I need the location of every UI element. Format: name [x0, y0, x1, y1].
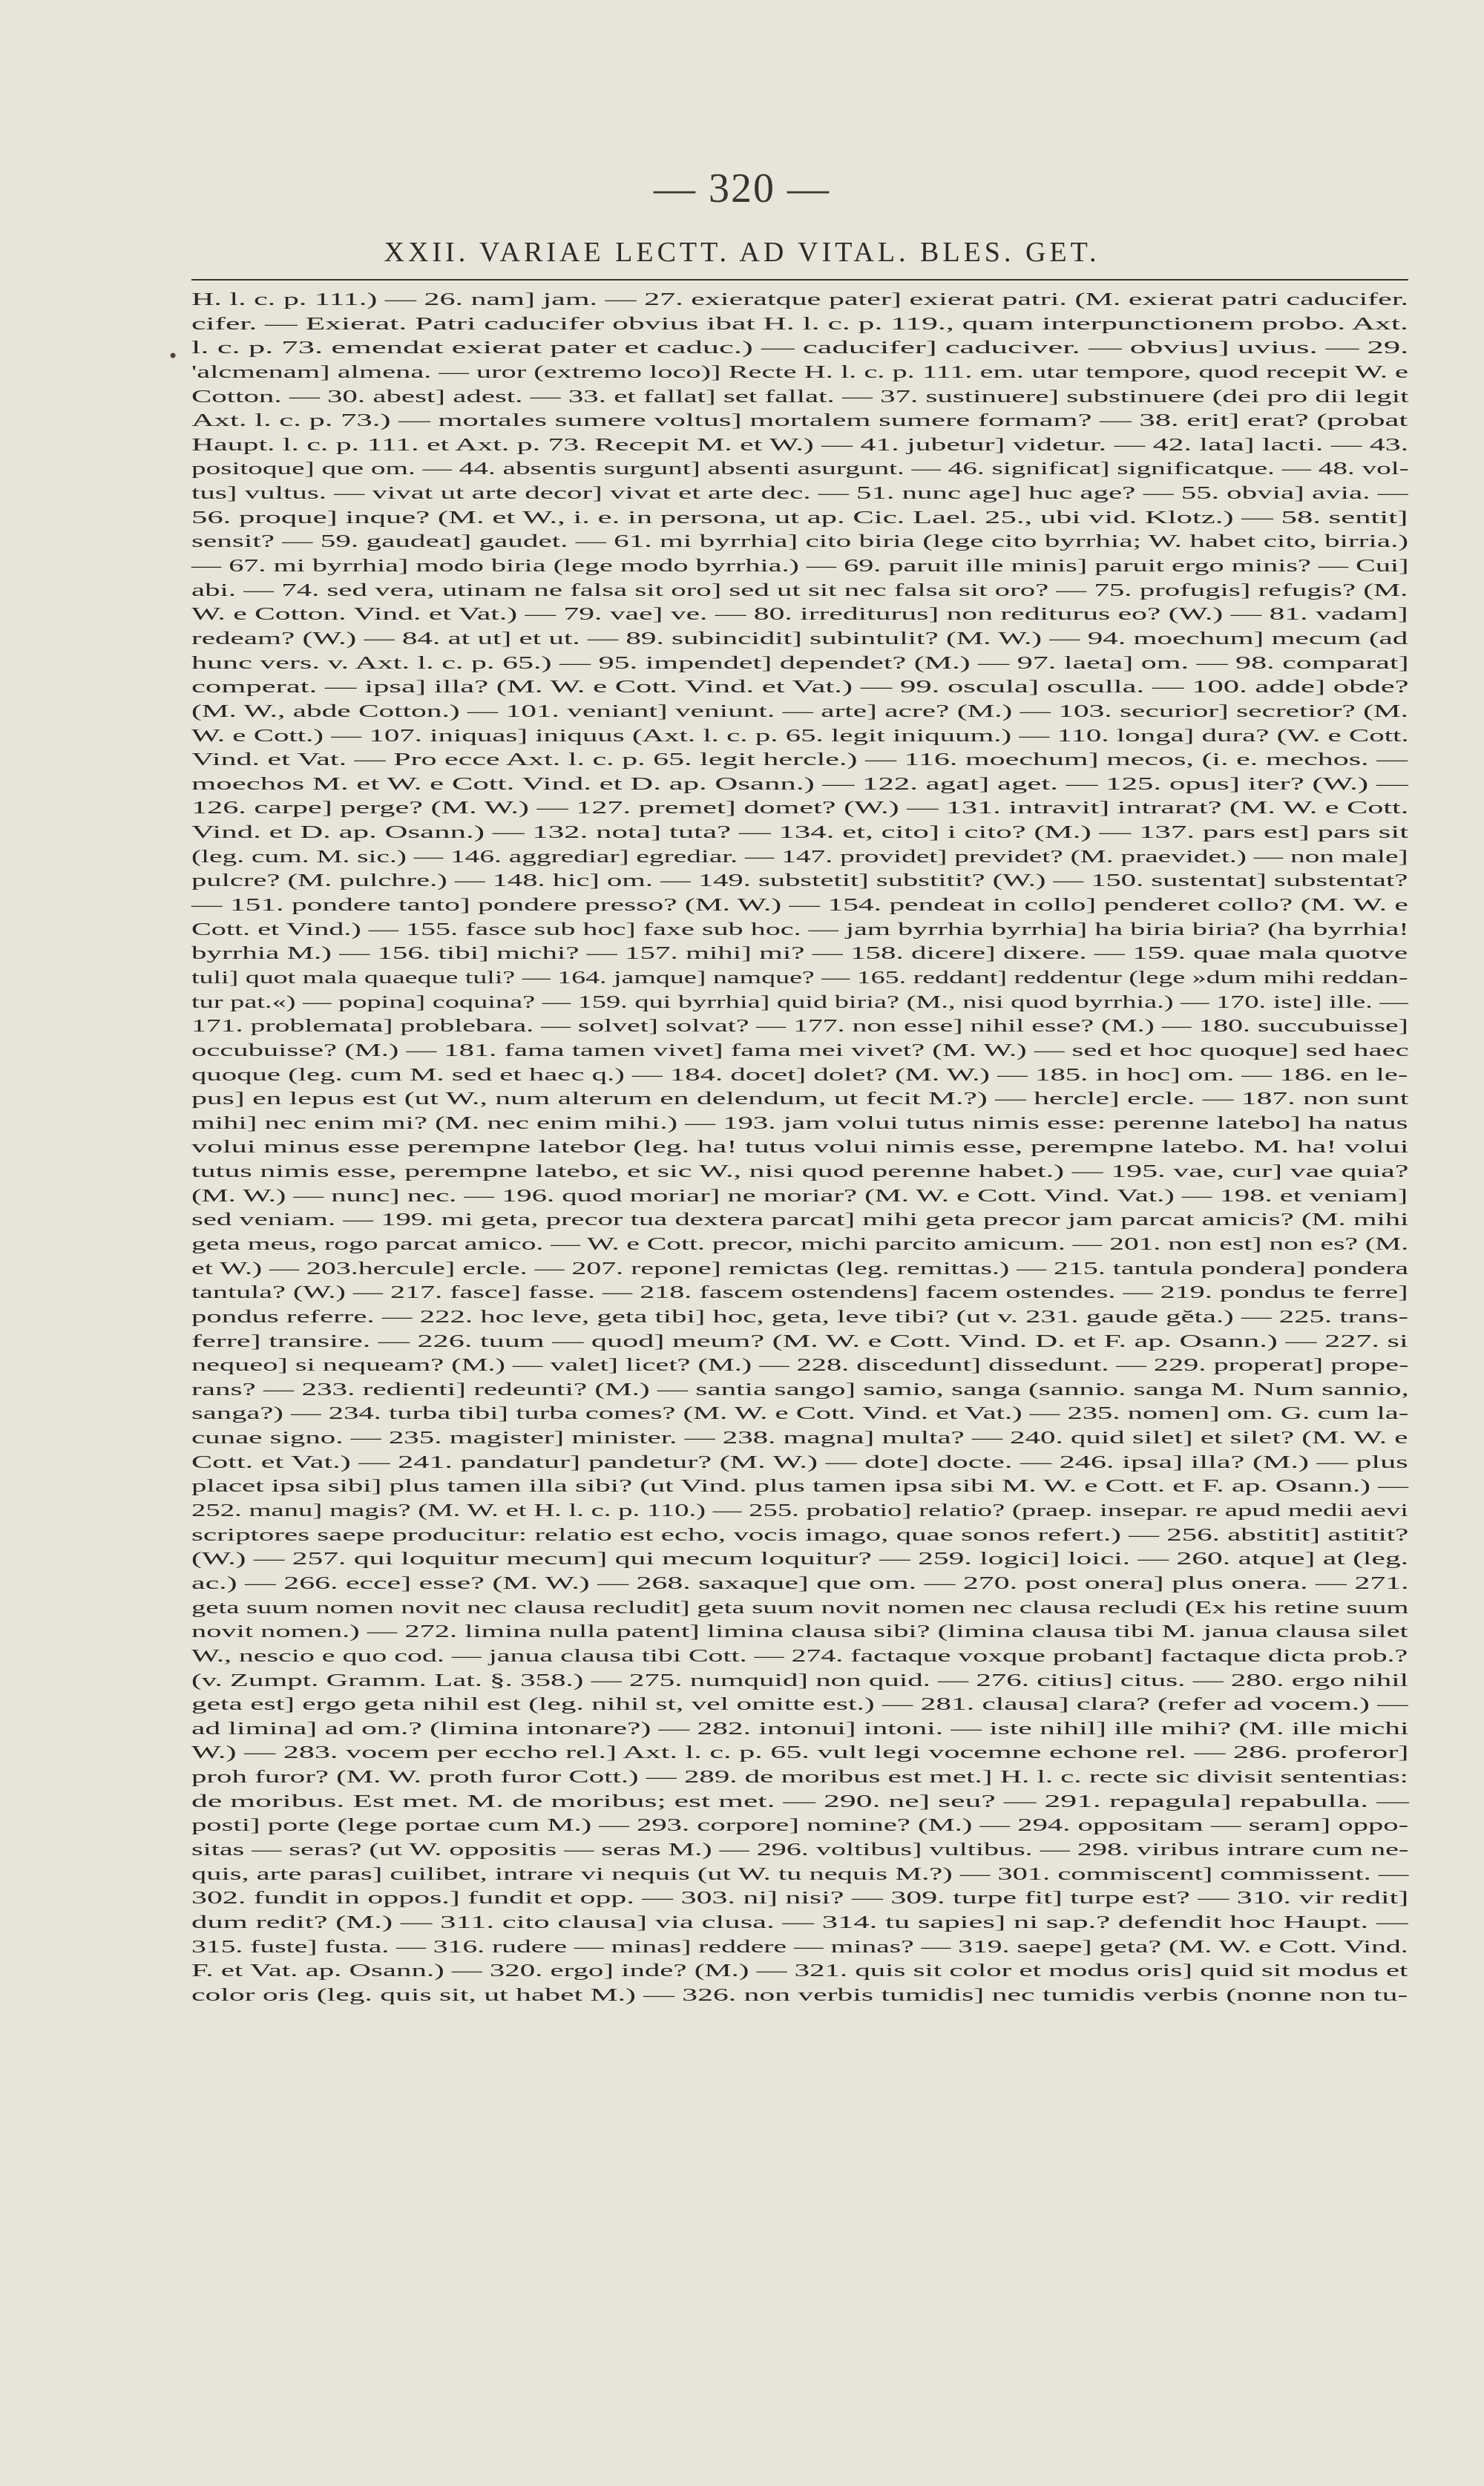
text-line: proh furor? (M. W. proth furor Cott.) — 289. de moribus est met.] H. l. c. recte sic divisit sententias: [191, 1767, 1408, 1788]
text-line: ferre] transire. — 226. tuum — quod] meum? (M. W. e Cott. Vind. D. et F. ap. Osann.) — 227. si [191, 1331, 1408, 1351]
text-line: sed veniam. — 199. mi geta, precor tua dextera parcat] mihi geta precor jam parcat amicis? (M. mihi [191, 1210, 1409, 1230]
text-line: positoque] que om. — 44. absentis surgunt] absenti asurgunt. — 46. significat] significatque. — 48. vol- [191, 459, 1409, 479]
text-line: rans? — 233. redienti] redeunti? (M.) — santia sango] samio, sanga (sannio. sanga M. Num sannio, [191, 1379, 1409, 1400]
text-line: geta est] ergo geta nihil est (leg. nihil st, vel omitte est.) — 281. clausa] clara? (refer ad vocem.) — [191, 1694, 1408, 1715]
margin-mark: • [168, 346, 179, 367]
text-line: geta meus, rogo parcat amico. — W. e Cott. precor, michi parcito amicum. — 201. non est] non es? (M. [191, 1233, 1409, 1254]
text-line: F. et Vat. ap. Osann.) — 320. ergo] inde? (M.) — 321. quis sit color et modus oris] quid sit modus et [191, 1961, 1408, 1981]
text-line: redeam? (W.) — 84. at ut] et ut. — 89. subincidit] subintulit? (M. W.) — 94. moechum] mecum (ad [191, 628, 1408, 649]
running-head: XXII. VARIAE LECTT. AD VITAL. BLES. GET. [384, 237, 1100, 268]
text-line: 126. carpe] perge? (M. W.) — 127. premet] domet? (W.) — 131. intravit] intrarat? (M. W. e Cott. [191, 798, 1409, 819]
text-line: posti] porte (lege portae cum M.) — 293. corpore] nomine? (M.) — 294. oppositam — seram] oppo- [191, 1815, 1409, 1836]
header-rule [191, 279, 1408, 281]
text-line: tus] vultus. — vivat ut arte decor] vivat et arte dec. — 51. nunc age] huc age? — 55. obvia] avia. — [191, 483, 1408, 504]
text-line: (W.) — 257. qui loquitur mecum] qui mecum loquitur? — 259. logici] loici. — 260. atque] at (leg. [191, 1549, 1409, 1570]
text-line: W. e Cotton. Vind. et Vat.) — 79. vae] ve. — 80. irrediturus] non rediturus eo? (W.) — 81. vadam] [191, 604, 1408, 625]
text-line: Cotton. — 30. abest] adest. — 33. et fallat] set fallat. — 37. sustinuere] substinuere (dei pro dii legit [191, 386, 1409, 407]
page-number: — 320 — [654, 165, 830, 211]
text-line: l. c. p. 73. emendat exierat pater et caduc.) — caducifer] caduciver. — obvius] uvius. — 29. [191, 338, 1409, 358]
text-line: (v. Zumpt. Gramm. Lat. §. 358.) — 275. numquid] non quid. — 276. citius] citus. — 280. ergo nihil [191, 1670, 1409, 1690]
text-line: Vind. et Vat. — Pro ecce Axt. l. c. p. 65. legit hercle.) — 116. moechum] mecos, (i. e. mechos. — [191, 750, 1408, 770]
text-line: (M. W., abde Cotton.) — 101. veniant] veniunt. — arte] acre? (M.) — 103. securior] secretior? (M. [191, 701, 1408, 721]
text-line: comperat. — ipsa] illa? (M. W. e Cott. Vind. et Vat.) — 99. oscula] osculla. — 100. adde] obde? [191, 677, 1409, 698]
text-line: novit nomen.) — 272. limina nulla patent] limina clausa sibi? (limina clausa tibi M. janua clausa silet [191, 1621, 1408, 1642]
text-line: Cott. et Vat.) — 241. pandatur] pandetur? (M. W.) — dote] docte. — 246. ipsa] illa? (M.) — plus [191, 1452, 1408, 1472]
text-line: volui minus esse perempne latebor (leg. ha! tutus volui nimis esse, perempne latebo. M. ha! volui [191, 1137, 1409, 1158]
text-line: pondus referre. — 222. hoc leve, geta tibi] hoc, geta, leve tibi? (ut v. 231. gaude gĕta.) — 225. trans- [191, 1306, 1409, 1327]
text-line: placet ipsa sibi] plus tamen illa sibi? (ut Vind. plus tamen ipsa sibi M. W. e Cott. et F. ap. Osann.) — [191, 1476, 1408, 1497]
text-line: cifer. — Exierat. Patri caducifer obvius ibat H. l. c. p. 119., quam interpunctionem probo. Axt. [191, 313, 1408, 334]
text-line: 315. fuste] fusta. — 316. rudere — minas] reddere — minas? — 319. saepe] geta? (M. W. e Cott. Vind. [191, 1936, 1408, 1957]
text-line: de moribus. Est met. M. de moribus; est met. — 290. ne] seu? — 291. repagula] repabulla. — [191, 1791, 1409, 1811]
text-line: Vind. et D. ap. Osann.) — 132. nota] tuta? — 134. et, cito] i cito? (M.) — 137. pars est] pars sit [191, 822, 1409, 843]
text-line: ac.) — 266. ecce] esse? (M. W.) — 268. saxaque] que om. — 270. post onera] plus onera. — 271. [191, 1572, 1409, 1593]
text-line: abi. — 74. sed vera, utinam ne falsa sit oro] sed ut sit nec falsa sit oro? — 75. profugis] refugis? (M. [191, 580, 1408, 600]
text-line: tutus nimis esse, perempne latebo, et sic W., nisi quod perenne habet.) — 195. vae, cur] vae quia? [191, 1161, 1409, 1182]
text-line: scriptores saepe producitur: relatio est echo, vocis imago, quae sonos refert.) — 256. abstitit] astitit? [191, 1524, 1409, 1545]
text-line: tuli] quot mala quaeque tuli? — 164. jamque] namque? — 165. reddant] reddentur (lege »dum mihi reddan- [191, 967, 1408, 988]
text-line: 252. manu] magis? (M. W. et H. l. c. p. 110.) — 255. probatio] relatio? (praep. insepar. re apud medii aevi [191, 1501, 1408, 1521]
text-line: color oris (leg. quis sit, ut habet M.) — 326. non verbis tumidis] nec tumidis verbis (nonne non tu- [191, 1984, 1408, 2005]
text-line: W. e Cott.) — 107. iniquas] iniquus (Axt. l. c. p. 65. legit iniquum.) — 110. longa] dura? (W. e Cott. [191, 725, 1409, 746]
text-line: sitas — seras? (ut W. oppositis — seras M.) — 296. voltibus] vultibus. — 298. viribus intrare cum ne- [191, 1840, 1409, 1860]
text-line: pulcre? (M. pulchre.) — 148. hic] om. — 149. substetit] substitit? (W.) — 150. sustentat] substentat? [191, 870, 1408, 891]
text-line: 56. proque] inque? (M. et W., i. e. in persona, ut ap. Cic. Lael. 25., ubi vid. Klotz.) — 58. sentit] [191, 507, 1408, 528]
text-line: ad limina] ad om.? (limina intonare?) — 282. intonui] intoni. — iste nihil] ille mihi? (M. ille michi [191, 1718, 1409, 1739]
text-line: pus] en lepus est (ut W., num alterum en delendum, ut fecit M.?) — hercle] ercle. — 187. non sunt [191, 1089, 1409, 1109]
text-line: cunae signo. — 235. magister] minister. — 238. magna] multa? — 240. quid silet] et silet? (M. W. e [191, 1428, 1408, 1449]
text-line: Axt. l. c. p. 73.) — mortales sumere voltus] mortalem sumere formam? — 38. erit] erat? (probat [191, 410, 1408, 431]
text-line: dum redit? (M.) — 311. cito clausa] via clusa. — 314. tu sapies] ni sap.? defendit hoc Haupt. — [191, 1912, 1408, 1932]
text-line: — 67. mi byrrhia] modo biria (lege modo byrrhia.) — 69. paruit ille minis] paruit ergo minis? — Cui] [191, 556, 1409, 577]
text-line: Cott. et Vind.) — 155. fasce sub hoc] faxe sub hoc. — jam byrrhia byrrhia] ha biria biria? (ha byrrhia! [191, 919, 1409, 939]
text-line: W., nescio e quo cod. — janua clausa tibi Cott. — 274. factaque voxque probant] factaque dicta prob.? [191, 1645, 1408, 1666]
text-line: Haupt. l. c. p. 111. et Axt. p. 73. Recepit M. et W.) — 41. jubetur] videtur. — 42. lata] lacti. — 43. [191, 434, 1409, 455]
text-line: sensit? — 59. gaudeat] gaudet. — 61. mi byrrhia] cito biria (lege cito byrrhia; W. habet cito, birria.) [191, 531, 1409, 552]
text-line: W.) — 283. vocem per eccho rel.] Axt. l. c. p. 65. vult legi vocemne echone rel. — 286. proferor] [191, 1742, 1409, 1763]
text-line: byrrhia M.) — 156. tibi] michi? — 157. mihi] mi? — 158. dicere] dixere. — 159. quae mala quotve [191, 943, 1408, 964]
text-line: quoque (leg. cum M. sed et haec q.) — 184. docet] dolet? (M. W.) — 185. in hoc] om. — 186. en le- [191, 1064, 1408, 1085]
text-line: tantula? (W.) — 217. fasce] fasse. — 218. fascem ostendens] facem ostendes. — 219. pondus te ferre] [191, 1282, 1408, 1303]
text-line: 'alcmenam] almena. — uror (extremo loco)] Recte H. l. c. p. 111. em. utar tempore, quod recepit W. e [191, 361, 1408, 382]
text-line: geta suum nomen novit nec clausa recludit] geta suum novit nomen nec clausa recludi (Ex his retine suum [191, 1597, 1409, 1618]
text-line: occubuisse? (M.) — 181. fama tamen vivet] fama mei vivet? (M. W.) — sed et hoc quoque] sed haec [191, 1040, 1409, 1060]
text-line: 171. problemata] problebara. — solvet] solvat? — 177. non esse] nihil esse? (M.) — 180. succubuisse] [191, 1016, 1408, 1037]
text-line: tur pat.«) — popina] coquina? — 159. qui byrrhia] quid biria? (M., nisi quod byrrhia.) — 170. iste] ille. — [191, 991, 1408, 1012]
text-line: nequeo] si nequeam? (M.) — valet] licet? (M.) — 228. discedunt] dissedunt. — 229. properat] prope- [191, 1355, 1409, 1376]
text-line: (leg. cum. M. sic.) — 146. aggrediar] egrediar. — 147. providet] previdet? (M. praevidet.) — non male] [191, 846, 1408, 867]
variant-readings-text [191, 288, 1408, 2007]
text-line: (M. W.) — nunc] nec. — 196. quod moriar] ne moriar? (M. W. e Cott. Vind. Vat.) — 198. et veniam] [191, 1185, 1408, 1206]
text-line: hunc vers. v. Axt. l. c. p. 65.) — 95. impendet] dependet? (M.) — 97. laeta] om. — 98. comparat] [191, 652, 1409, 673]
text-line: quis, arte paras] cuilibet, intrare vi nequis (ut W. tu nequis M.?) — 301. commiscent] commissent. — [191, 1863, 1409, 1884]
text-line: — 151. pondere tanto] pondere presso? (M. W.) — 154. pendeat in collo] penderet collo? (M. W. e [191, 895, 1408, 916]
text-line: moechos M. et W. e Cott. Vind. et D. ap. Osann.) — 122. agat] aget. — 125. opus] iter? (W.) — [191, 773, 1408, 794]
text-line: H. l. c. p. 111.) — 26. nam] jam. — 27. exieratque pater] exierat patri. (M. exierat patri caducifer. [191, 289, 1409, 309]
text-line: 302. fundit in oppos.] fundit et opp. — 303. ni] nisi? — 309. turpe fit] turpe est? — 310. vir redit] [191, 1888, 1409, 1909]
text-line: et W.) — 203.hercule] ercle. — 207. repone] remictas (leg. remittas.) — 215. tantula pondera] pondera [191, 1258, 1409, 1279]
text-line: sanga?) — 234. turba tibi] turba comes? (M. W. e Cott. Vind. et Vat.) — 235. nomen] om. G. cum la- [191, 1403, 1409, 1424]
text-line: mihi] nec enim mi? (M. nec enim mihi.) — 193. jam volui tutus nimis esse: perenne latebo] ha natus [191, 1112, 1408, 1133]
